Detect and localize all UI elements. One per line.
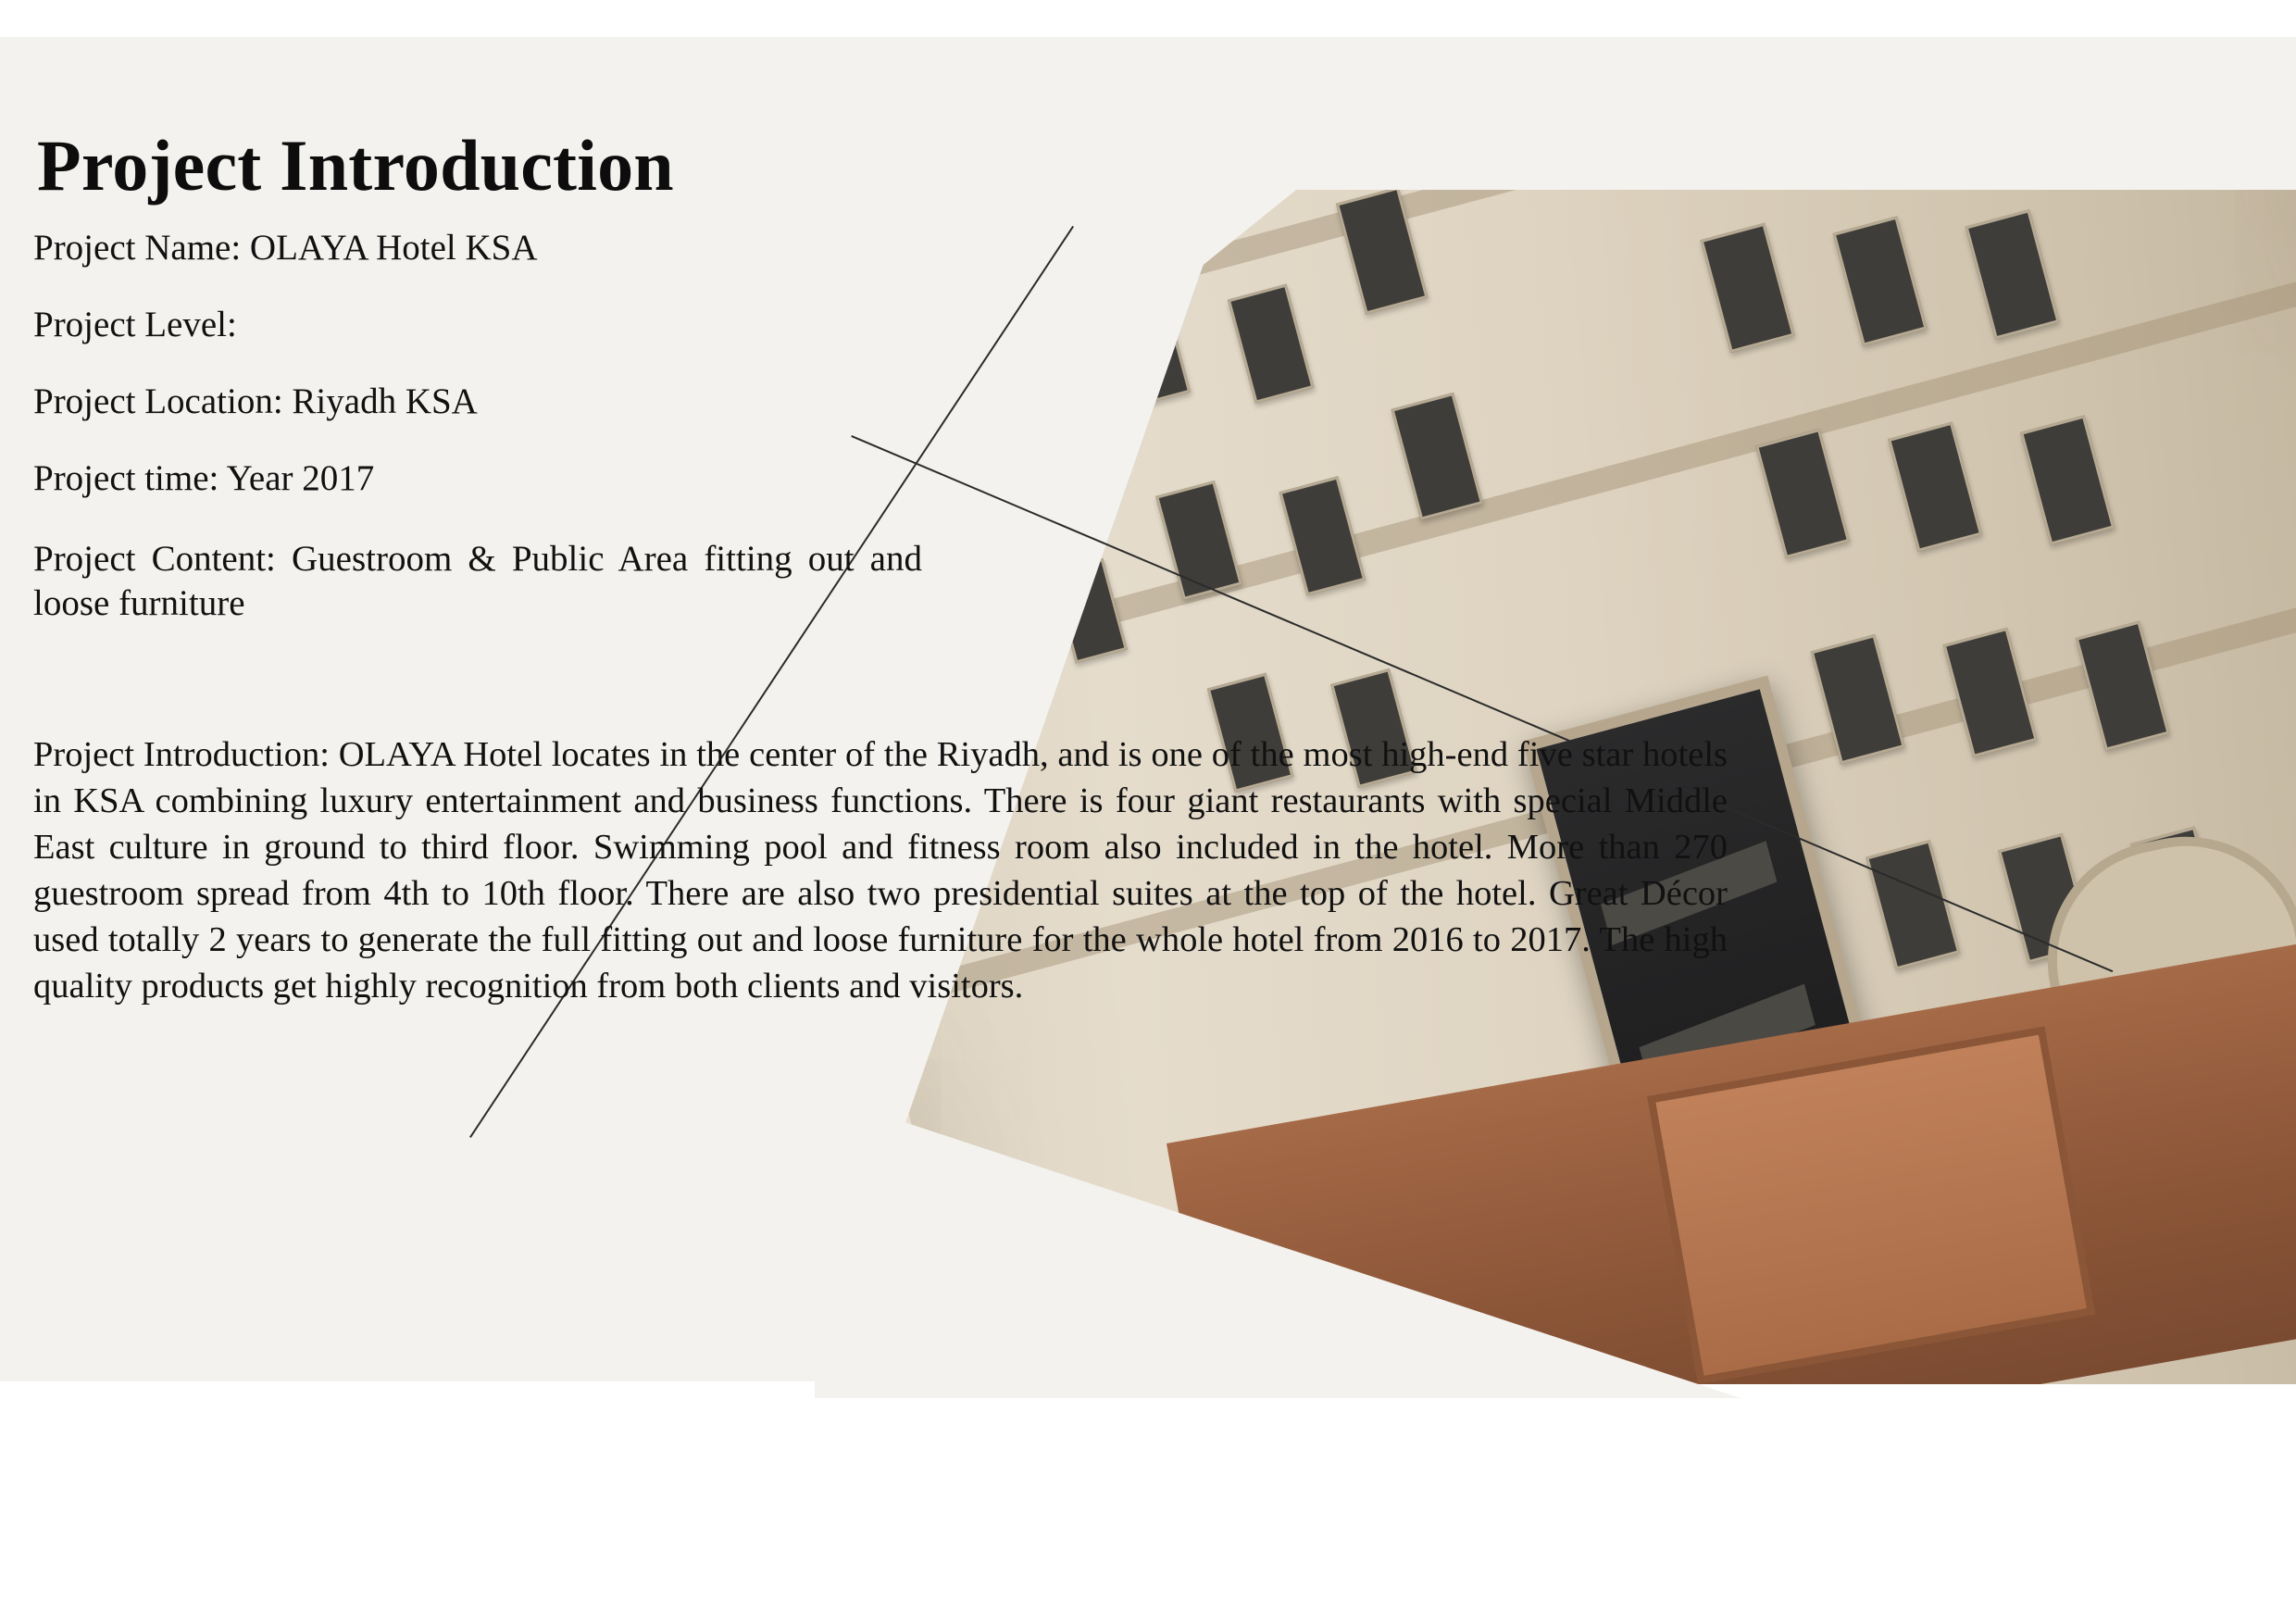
meta-project-content: Project Content: Guestroom & Public Area fitting out and loose furniture — [33, 539, 922, 623]
page-title: Project Introduction — [37, 125, 674, 206]
meta-project-name: Project Name: OLAYA Hotel KSA — [33, 228, 538, 268]
meta-project-level: Project Level: — [33, 305, 237, 344]
meta-project-time: Project time: Year 2017 — [33, 458, 375, 498]
hoarding-door — [1647, 1026, 2095, 1384]
meta-project-location: Project Location: Riyadh KSA — [33, 381, 478, 421]
project-meta-list — [33, 230, 968, 662]
project-introduction-paragraph: Project Introduction: OLAYA Hotel locates in the center of the Riyadh, and is one of the most high-end five star hotels in KSA combining luxury entertainment and business functions. There is four giant restaurants with special Middle East culture in ground to third floor. Swimming pool and fitness room also included in the hotel. More than 270 guestroom spread from 4th to 10th floor. There are also two presidential suites at the top of the hotel. Great Décor used totally 2 years to generate the full fitting out and loose furniture for the whole hotel from 2016 to 2017. The high quality products get highly recognition from both clients and visitors. — [33, 735, 1728, 1006]
